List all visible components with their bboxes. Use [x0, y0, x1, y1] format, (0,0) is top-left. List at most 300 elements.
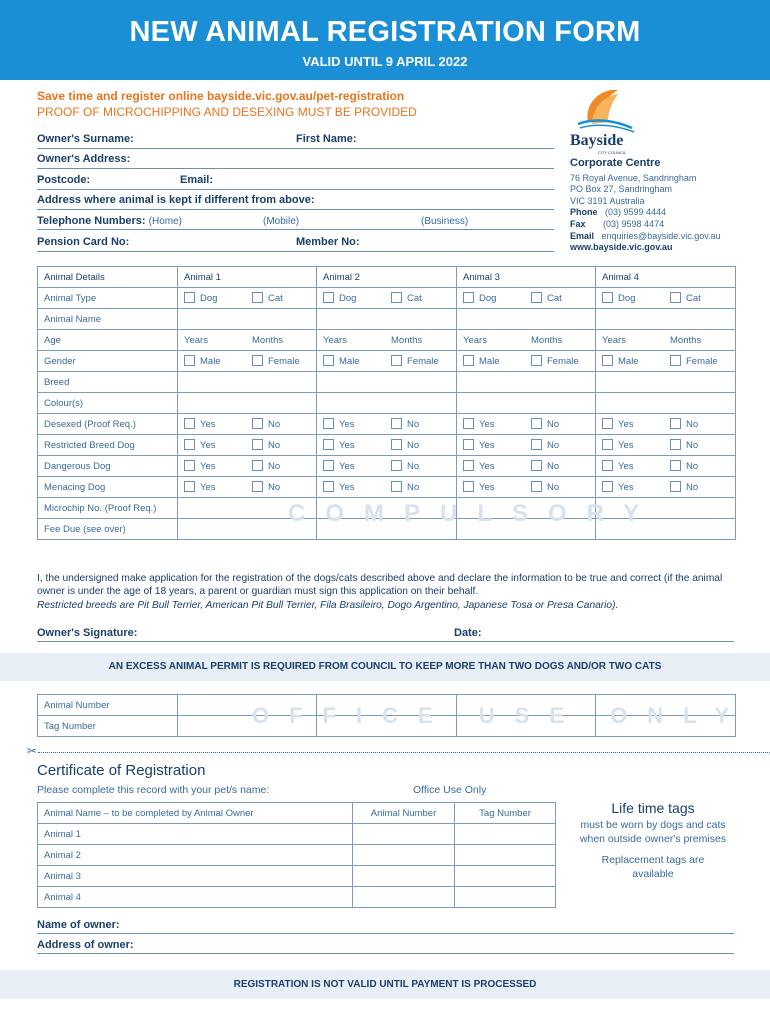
breed-cell[interactable]: [178, 372, 317, 393]
checkbox[interactable]: [531, 292, 542, 303]
option-label: Dog: [618, 293, 636, 304]
option[interactable]: [184, 292, 252, 304]
option[interactable]: [391, 335, 457, 346]
option[interactable]: [670, 439, 736, 451]
proof-notice: PROOF OF MICROCHIPPING AND DESEXING MUST BE PROVIDED: [37, 105, 417, 119]
checkbox[interactable]: [184, 481, 195, 492]
option[interactable]: [184, 439, 252, 451]
telephone-label-text: Telephone Numbers:: [37, 215, 146, 227]
certificate-table: [37, 802, 556, 908]
signature-field[interactable]: [37, 641, 734, 642]
desexed-cell[interactable]: [457, 414, 596, 435]
age-cell[interactable]: [596, 330, 736, 351]
office-cell: [178, 716, 317, 737]
option-label: Yes: [339, 440, 355, 451]
option-label: No: [407, 440, 420, 451]
checkbox[interactable]: [531, 439, 542, 450]
animal-type-cell[interactable]: [178, 288, 317, 309]
email-label-contact: Email: [570, 230, 595, 241]
option[interactable]: [252, 418, 317, 430]
office-use-only-label: Office Use Only: [413, 784, 487, 796]
restricted-breed-cell[interactable]: [596, 435, 736, 456]
option-label: Years: [323, 334, 347, 346]
email-label: Email:: [180, 174, 214, 186]
office-cell: [178, 695, 317, 716]
option-label: No: [686, 482, 699, 493]
option[interactable]: [391, 355, 457, 367]
email-value[interactable]: enquiries@bayside.vic.gov.au: [601, 230, 721, 241]
checkbox[interactable]: [323, 292, 334, 303]
dangerous-dog-cell[interactable]: [178, 456, 317, 477]
row-label: Breed: [38, 372, 178, 393]
option-label: Years: [184, 334, 208, 346]
checkbox[interactable]: [463, 355, 474, 366]
menacing-dog-cell[interactable]: [317, 477, 457, 498]
option[interactable]: [323, 355, 391, 367]
checkbox[interactable]: [463, 439, 474, 450]
phone-value: (03) 9599 4444: [605, 207, 667, 218]
table-row: [38, 414, 736, 435]
option[interactable]: [670, 460, 736, 472]
table-row: [38, 351, 736, 372]
desexed-cell[interactable]: [178, 414, 317, 435]
checkbox[interactable]: [463, 292, 474, 303]
option[interactable]: [463, 460, 531, 472]
checkbox[interactable]: [531, 418, 542, 429]
contact-details: [570, 158, 760, 254]
checkbox[interactable]: [252, 418, 263, 429]
option[interactable]: [670, 335, 736, 346]
checkbox[interactable]: [252, 481, 263, 492]
surname-label: Owner's Surname:: [37, 133, 134, 145]
checkbox[interactable]: [670, 292, 681, 303]
table-row: [38, 477, 736, 498]
tags-text: must be worn by dogs and cats when outside owner's premises: [579, 819, 727, 845]
table-row: [38, 824, 556, 845]
checkbox[interactable]: [670, 439, 681, 450]
animal-type-cell[interactable]: [317, 288, 457, 309]
fee-cell[interactable]: [178, 519, 317, 540]
option-label: Dog: [339, 293, 357, 304]
checkbox[interactable]: [670, 355, 681, 366]
option-label: Male: [200, 356, 221, 367]
logo-sub: CITY COUNCIL: [598, 150, 627, 155]
option-label: Dog: [200, 293, 218, 304]
row-label: Animal Details: [38, 267, 178, 288]
cert-row-label[interactable]: Animal 2: [38, 845, 353, 866]
animal-address-label: Address where animal is kept if different from above:: [37, 194, 315, 206]
cert-cell: [353, 887, 455, 908]
option-label: Yes: [339, 461, 355, 472]
validity-text: VALID UNTIL 9 APRIL 2022: [302, 54, 468, 69]
option-label: Months: [391, 334, 423, 346]
colour-cell[interactable]: [317, 393, 457, 414]
restricted-breed-cell[interactable]: [178, 435, 317, 456]
table-row: [38, 519, 736, 540]
option[interactable]: [531, 418, 596, 430]
postcode-email-field[interactable]: [37, 189, 554, 190]
contact-website[interactable]: www.bayside.vic.gov.au: [570, 242, 673, 253]
checkbox[interactable]: [323, 460, 334, 471]
office-cell: [457, 695, 596, 716]
menacing-dog-cell[interactable]: [596, 477, 736, 498]
animal-type-cell[interactable]: [596, 288, 736, 309]
option[interactable]: [323, 418, 391, 430]
declaration: [37, 572, 737, 612]
row-label: Fee Due (see over): [38, 519, 178, 540]
owner-address-field[interactable]: [37, 953, 734, 954]
row-label: Menacing Dog: [38, 477, 178, 498]
permit-notice: AN EXCESS ANIMAL PERMIT IS REQUIRED FROM COUNCIL TO KEEP MORE THAN TWO DOGS AND/OR TWO CATS: [0, 653, 770, 681]
compulsory-watermark: COMPULSORY: [288, 500, 660, 527]
form-title: NEW ANIMAL REGISTRATION FORM: [129, 16, 641, 48]
checkbox[interactable]: [531, 481, 542, 492]
desexed-cell[interactable]: [596, 414, 736, 435]
option[interactable]: [670, 292, 736, 304]
signature-label: Owner's Signature:: [37, 627, 138, 639]
option[interactable]: [184, 460, 252, 472]
contact-email: [570, 231, 760, 243]
checkbox[interactable]: [602, 481, 613, 492]
option[interactable]: [463, 418, 531, 430]
option[interactable]: [670, 355, 736, 367]
table-row: [38, 498, 736, 519]
option[interactable]: [323, 439, 391, 451]
table-row: [38, 716, 736, 737]
tags-title: Life time tags: [611, 800, 695, 816]
checkbox[interactable]: [252, 439, 263, 450]
table-row: [38, 372, 736, 393]
option[interactable]: [602, 335, 670, 346]
dangerous-dog-cell[interactable]: [317, 456, 457, 477]
option[interactable]: [323, 335, 391, 346]
address-field[interactable]: [37, 168, 554, 169]
gender-cell[interactable]: [178, 351, 317, 372]
checkbox[interactable]: [463, 481, 474, 492]
option[interactable]: [184, 481, 252, 493]
checkbox[interactable]: [184, 292, 195, 303]
option-label: Yes: [339, 482, 355, 493]
animal-type-cell[interactable]: [457, 288, 596, 309]
option-label: No: [268, 440, 281, 451]
option[interactable]: [531, 355, 596, 367]
animal-4-header: Animal 4: [596, 267, 736, 288]
office-cell: [596, 695, 736, 716]
checkbox[interactable]: [602, 355, 613, 366]
telephone-field[interactable]: [37, 229, 554, 230]
menacing-dog-cell[interactable]: [457, 477, 596, 498]
checkbox[interactable]: [184, 439, 195, 450]
option[interactable]: [531, 481, 596, 493]
option[interactable]: [252, 335, 317, 346]
animal-name-cell[interactable]: [596, 309, 736, 330]
checkbox[interactable]: [463, 418, 474, 429]
checkbox[interactable]: [323, 481, 334, 492]
row-label: Desexed (Proof Req.): [38, 414, 178, 435]
option-label: Female: [407, 356, 439, 367]
option-label: Months: [670, 334, 702, 346]
option-label: No: [407, 461, 420, 472]
contact-heading: Corporate Centre: [570, 157, 661, 169]
dangerous-dog-cell[interactable]: [596, 456, 736, 477]
cut-line: [38, 752, 770, 753]
checkbox[interactable]: [323, 355, 334, 366]
cert-row-label[interactable]: Animal 4: [38, 887, 353, 908]
fax-value: (03) 9598 4474: [603, 218, 665, 229]
option[interactable]: [463, 335, 531, 346]
checkbox[interactable]: [602, 460, 613, 471]
checkbox[interactable]: [670, 460, 681, 471]
office-cell: [317, 716, 457, 737]
member-label: Member No:: [296, 236, 360, 248]
office-cell: [596, 716, 736, 737]
option[interactable]: [602, 439, 670, 451]
option[interactable]: [463, 439, 531, 451]
checkbox[interactable]: [670, 418, 681, 429]
contact-fax: [570, 219, 760, 231]
microchip-cell[interactable]: [317, 498, 457, 519]
checkbox[interactable]: [391, 292, 402, 303]
checkbox[interactable]: [602, 418, 613, 429]
option[interactable]: [252, 439, 317, 451]
option[interactable]: [252, 355, 317, 367]
option-label: Yes: [339, 419, 355, 430]
table-row: [38, 267, 736, 288]
pension-member-field[interactable]: [37, 251, 554, 252]
cert-row-label[interactable]: Animal 3: [38, 866, 353, 887]
checkbox[interactable]: [184, 460, 195, 471]
phone-label: Phone: [570, 207, 598, 218]
fee-cell[interactable]: [596, 519, 736, 540]
option-label: Female: [686, 356, 718, 367]
option[interactable]: [602, 292, 670, 304]
option-label: Months: [252, 334, 284, 346]
animal-name-cell[interactable]: [457, 309, 596, 330]
option-label: No: [686, 419, 699, 430]
checkbox[interactable]: [463, 460, 474, 471]
footer-notice: REGISTRATION IS NOT VALID UNTIL PAYMENT IS PROCESSED: [0, 970, 770, 999]
certificate-instruction: Please complete this record with your pet/s name:: [37, 784, 270, 796]
menacing-dog-cell[interactable]: [178, 477, 317, 498]
age-cell[interactable]: [317, 330, 457, 351]
option[interactable]: [391, 460, 457, 472]
option-label: Cat: [268, 293, 283, 304]
row-label: Gender: [38, 351, 178, 372]
mobile-phone-label: (Mobile): [263, 216, 300, 227]
animal-2-header: Animal 2: [317, 267, 457, 288]
option-label: Yes: [200, 419, 216, 430]
checkbox[interactable]: [252, 355, 263, 366]
option-label: Months: [531, 334, 563, 346]
option-label: Yes: [479, 440, 495, 451]
checkbox[interactable]: [252, 460, 263, 471]
fee-cell[interactable]: [457, 519, 596, 540]
checkbox[interactable]: [252, 292, 263, 303]
option-label: No: [407, 419, 420, 430]
option-label: Cat: [407, 293, 422, 304]
checkbox[interactable]: [531, 355, 542, 366]
row-label: Animal Name: [38, 309, 178, 330]
option[interactable]: [463, 292, 531, 304]
option[interactable]: [602, 481, 670, 493]
checkbox[interactable]: [391, 481, 402, 492]
breed-cell[interactable]: [457, 372, 596, 393]
option[interactable]: [670, 481, 736, 493]
header-banner: [0, 0, 770, 80]
col-animal-number: Animal Number: [353, 803, 455, 824]
restricted-breed-cell[interactable]: [317, 435, 457, 456]
checkbox[interactable]: [391, 418, 402, 429]
checkbox[interactable]: [323, 439, 334, 450]
option[interactable]: [184, 335, 252, 346]
owner-address-label: Address of owner:: [37, 939, 134, 951]
office-cell: [457, 716, 596, 737]
option[interactable]: [531, 460, 596, 472]
cert-cell: [353, 845, 455, 866]
option[interactable]: [184, 355, 252, 367]
option[interactable]: [670, 418, 736, 430]
row-label: Tag Number: [38, 716, 178, 737]
option-label: Yes: [479, 461, 495, 472]
option[interactable]: [602, 355, 670, 367]
option[interactable]: [391, 481, 457, 493]
cert-cell: [455, 845, 556, 866]
colour-cell[interactable]: [596, 393, 736, 414]
breed-cell[interactable]: [596, 372, 736, 393]
table-row: [38, 330, 736, 351]
option[interactable]: [184, 418, 252, 430]
option-label: Dog: [479, 293, 497, 304]
option-label: Female: [268, 356, 300, 367]
checkbox[interactable]: [184, 355, 195, 366]
option[interactable]: [323, 292, 391, 304]
gender-cell[interactable]: [457, 351, 596, 372]
option-label: Years: [463, 334, 487, 346]
option[interactable]: [531, 439, 596, 451]
online-registration-link[interactable]: Save time and register online bayside.vic.gov.au/pet-registration: [37, 89, 405, 103]
checkbox[interactable]: [391, 439, 402, 450]
option-label: No: [547, 419, 560, 430]
checkbox[interactable]: [602, 439, 613, 450]
option[interactable]: [323, 481, 391, 493]
cert-cell: [455, 866, 556, 887]
option-label: Yes: [479, 419, 495, 430]
checkbox[interactable]: [602, 292, 613, 303]
office-use-watermark: OFFICE USE ONLY: [252, 703, 750, 728]
option[interactable]: [323, 460, 391, 472]
option[interactable]: [252, 460, 317, 472]
row-label: Colour(s): [38, 393, 178, 414]
animal-address-field[interactable]: [37, 209, 554, 210]
gender-cell[interactable]: [317, 351, 457, 372]
row-label: Restricted Breed Dog: [38, 435, 178, 456]
checkbox[interactable]: [670, 481, 681, 492]
contact-phone: [570, 207, 760, 219]
fax-label: Fax: [570, 218, 586, 229]
checkbox[interactable]: [391, 355, 402, 366]
option-label: Male: [479, 356, 500, 367]
option[interactable]: [391, 418, 457, 430]
option[interactable]: [252, 481, 317, 493]
table-row: [38, 887, 556, 908]
microchip-cell[interactable]: [178, 498, 317, 519]
checkbox[interactable]: [323, 418, 334, 429]
age-cell[interactable]: [457, 330, 596, 351]
cert-cell: [455, 887, 556, 908]
option-label: Yes: [200, 482, 216, 493]
surname-field[interactable]: [37, 148, 554, 149]
option[interactable]: [602, 460, 670, 472]
checkbox[interactable]: [531, 460, 542, 471]
cert-cell: [353, 824, 455, 845]
option[interactable]: [391, 292, 457, 304]
pension-label: Pension Card No:: [37, 236, 130, 248]
restricted-breed-cell[interactable]: [457, 435, 596, 456]
option[interactable]: [531, 292, 596, 304]
option-label: No: [268, 419, 281, 430]
checkbox[interactable]: [184, 418, 195, 429]
animal-name-cell[interactable]: [317, 309, 457, 330]
row-label: Age: [38, 330, 178, 351]
fee-cell[interactable]: [317, 519, 457, 540]
colour-cell[interactable]: [178, 393, 317, 414]
colour-cell[interactable]: [457, 393, 596, 414]
desexed-cell[interactable]: [317, 414, 457, 435]
age-cell[interactable]: [178, 330, 317, 351]
checkbox[interactable]: [391, 460, 402, 471]
telephone-label: [37, 215, 182, 227]
owner-name-label: Name of owner:: [37, 919, 120, 931]
option-label: Cat: [547, 293, 562, 304]
declaration-text: I, the undersigned make application for the registration of the dogs/cats described above and declare the information to be true and correct (if the animal owner is under the age of 18 years, a parent or guardian must sign this application on their behalf.: [37, 573, 723, 598]
cert-row-label[interactable]: Animal 1: [38, 824, 353, 845]
owner-name-field[interactable]: [37, 933, 734, 934]
contact-line2: PO Box 27, Sandringham: [570, 184, 673, 195]
dangerous-dog-cell[interactable]: [457, 456, 596, 477]
option[interactable]: [391, 439, 457, 451]
option[interactable]: [463, 355, 531, 367]
option[interactable]: [602, 418, 670, 430]
col-tag-number: Tag Number: [455, 803, 556, 824]
home-phone-label: (Home): [148, 216, 182, 227]
contact-line3: VIC 3191 Australia: [570, 195, 645, 206]
contact-line1: 76 Royal Avenue, Sandringham: [570, 172, 697, 183]
microchip-cell[interactable]: [457, 498, 596, 519]
breed-cell[interactable]: [317, 372, 457, 393]
gender-cell[interactable]: [596, 351, 736, 372]
option[interactable]: [252, 292, 317, 304]
row-label: Animal Type: [38, 288, 178, 309]
animal-name-cell[interactable]: [178, 309, 317, 330]
date-label: Date:: [454, 627, 482, 639]
option-label: No: [547, 440, 560, 451]
option-label: Female: [547, 356, 579, 367]
option-label: Yes: [200, 440, 216, 451]
cert-cell: [455, 824, 556, 845]
option-label: Years: [602, 334, 626, 346]
animal-1-header: Animal 1: [178, 267, 317, 288]
option-label: No: [686, 440, 699, 451]
table-row: [38, 845, 556, 866]
table-row: [38, 866, 556, 887]
option[interactable]: [531, 335, 596, 346]
microchip-cell[interactable]: [596, 498, 736, 519]
option-label: No: [547, 461, 560, 472]
table-row: [38, 288, 736, 309]
option-label: No: [268, 461, 281, 472]
option[interactable]: [463, 481, 531, 493]
option-label: Male: [339, 356, 360, 367]
